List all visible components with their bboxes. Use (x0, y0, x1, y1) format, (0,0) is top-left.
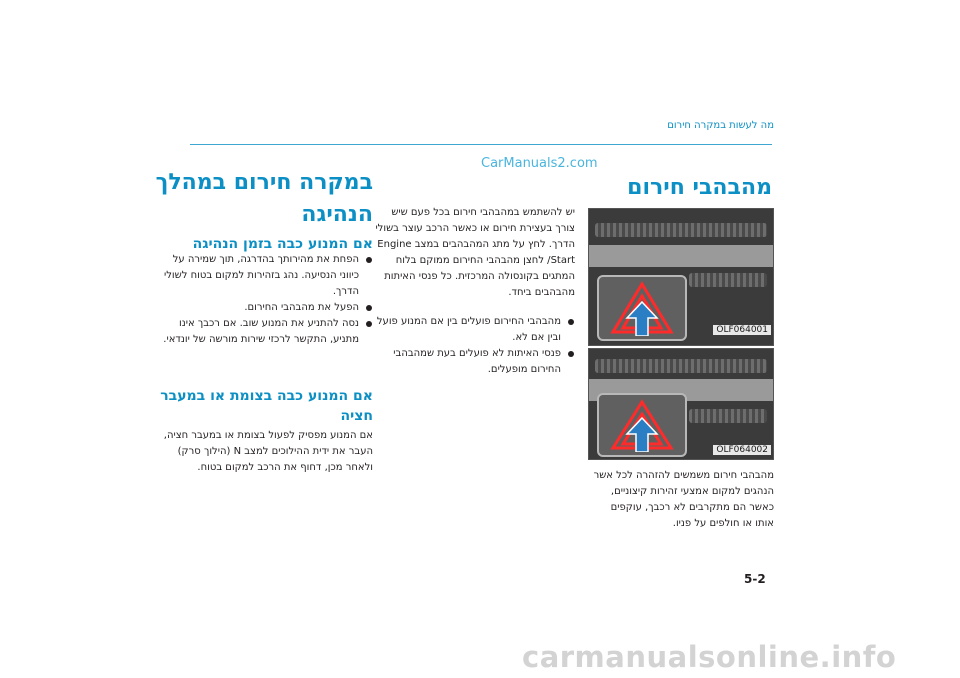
center-console-panel (589, 245, 773, 267)
heading-engine-stalls-driving: אם המנוע כבה בזמן הנהיגה (192, 236, 373, 252)
list-item: הפעל את מהבהבי החירום. (151, 300, 373, 316)
hazard-button-closeup (597, 393, 687, 457)
hazard-button-closeup (597, 275, 687, 341)
bullet-list-hazard (370, 314, 575, 378)
image-code: OLF064001 (713, 325, 771, 335)
hazard-triangle-icon (607, 398, 677, 452)
air-vent (689, 273, 767, 287)
top-watermark: CarManuals2.com (481, 156, 598, 171)
hazard-triangle-icon (607, 280, 677, 336)
section-title-hazard-flashers: מהבהבי חירום (627, 175, 772, 200)
paragraph-intersection: אם המנוע מפסיק לפעול בצומת או במעבר חציה, העבר את ידית ההילוכים למצב N (הילוך סרק) ולאחר מכן, דחוף את הרכב למקום בטוח. (163, 430, 373, 473)
list-item: מהבהבי החירום פועלים בין אם המנוע פועל ובין אם לא. (370, 314, 575, 346)
list-item: הפחת את מהירותך בהדרגה, תוך שמירה על כיווני הנסיעה. נהג בזהירות למקום בטוח לשולי הדרך. (151, 252, 373, 300)
footer-watermark: carmanualsonline.info (522, 640, 897, 674)
heading-engine-stalls-intersection: אם המנוע כבה בצומת או במעבר חציה (160, 388, 373, 424)
air-vent (595, 223, 767, 237)
paragraph-hazard-flashers: יש להשתמש במהבהבי חירום בכל פעם שיש צורך בעצירת חירום או כאשר הרכב עוצר בשולי הדרך. לחץ על מתג המהבהבים במצב Engine Start/ לחצן מהבהבי החירום ממוקם בלוח המתגים בקונסולה המרכזית. כל פנסי האיתות מהבהבים ביחד. (375, 207, 575, 298)
dashboard-photo-1 (588, 208, 774, 346)
bullet-list-engine-stalls (151, 252, 373, 348)
list-item: פנסי האיתות לא פועלים בעת שמהבהבי החירום מופעלים. (370, 346, 575, 378)
air-vent (595, 359, 767, 373)
header-rule (190, 144, 772, 145)
air-vent (689, 409, 767, 423)
page-title-emergency-driving: במקרה חירום במהלך הנהיגה (155, 170, 373, 227)
dashboard-photo-2 (588, 348, 774, 460)
image-code: OLF064002 (713, 445, 771, 455)
paragraph-hazard-usage: מהבהבי חירום משמשים להזהרה לכל אשר הנהגים למקום אמצעי זהירות קיצוניים, כאשר הם מתקרבים לא רכבך, עוקפים אותו או חולפים על פניו. (593, 470, 774, 529)
page-number: 5-2 (744, 572, 766, 586)
list-item: נסה להתניע את המנוע שוב. אם רכבך אינו מתניע, התקשר לרכזי שירות מורשה של יונדאי. (151, 316, 373, 348)
section-header: מה לעשות במקרה חירום (667, 120, 774, 131)
